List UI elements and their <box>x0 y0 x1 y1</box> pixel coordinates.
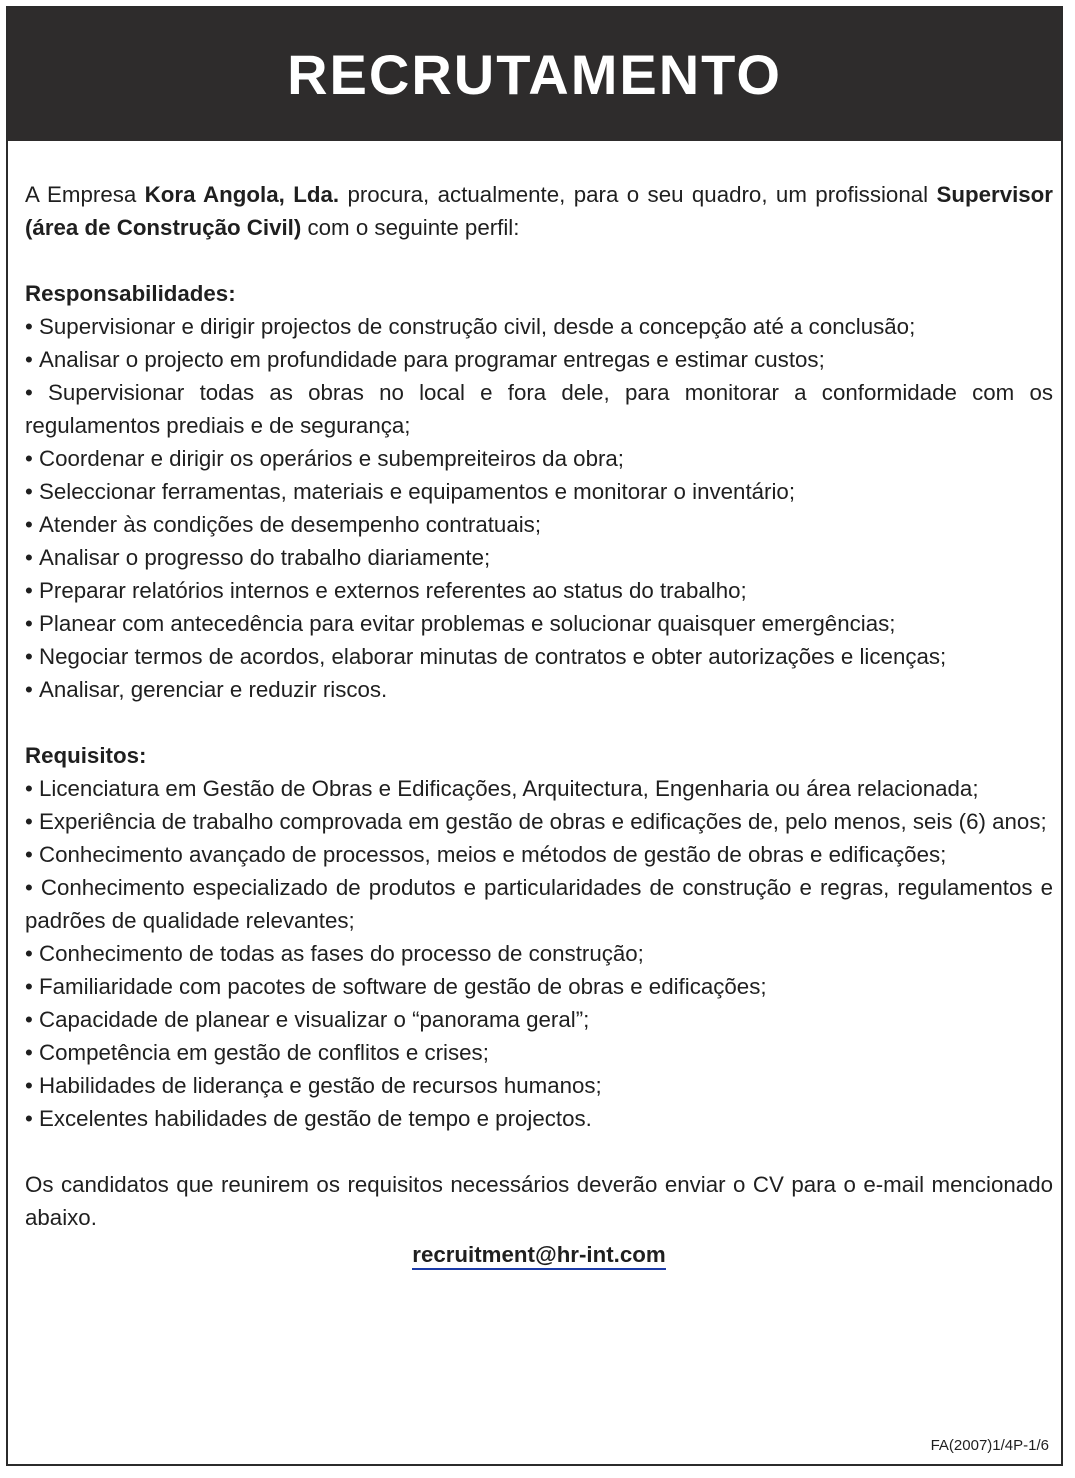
closing-paragraph: Os candidatos que reunirem os requisitos necessários deverão enviar o CV para o e-mail mencionado abaixo. <box>25 1172 1053 1230</box>
contact-email-link[interactable]: recruitment@hr-int.com <box>412 1242 665 1270</box>
header-banner <box>8 8 1061 141</box>
list-item: • Planear com antecedência para evitar problemas e solucionar quaisquer emergências; <box>25 607 1053 640</box>
reference-code: FA(2007)1/4P-1/6 <box>930 1437 1049 1454</box>
list-item: • Seleccionar ferramentas, materiais e equipamentos e monitorar o inventário; <box>25 475 1053 508</box>
list-item: • Conhecimento de todas as fases do processo de construção; <box>25 937 1053 970</box>
list-item: • Competência em gestão de conflitos e crises; <box>25 1036 1053 1069</box>
page-title: RECRUTAMENTO <box>287 43 782 106</box>
position-title: Supervisor (área de Construção Civil) <box>25 182 1053 240</box>
list-item: • Analisar, gerenciar e reduzir riscos. <box>25 673 1053 706</box>
list-item: • Habilidades de liderança e gestão de recursos humanos; <box>25 1069 1053 1102</box>
list-item: • Capacidade de planear e visualizar o “panorama geral”; <box>25 1003 1053 1036</box>
list-item: • Negociar termos de acordos, elaborar minutas de contratos e obter autorizações e licenças; <box>25 640 1053 673</box>
list-item: • Supervisionar todas as obras no local e fora dele, para monitorar a conformidade com os regulamentos prediais e de segurança; <box>25 376 1053 442</box>
list-item: • Preparar relatórios internos e externos referentes ao status do trabalho; <box>25 574 1053 607</box>
list-item: • Conhecimento avançado de processos, meios e métodos de gestão de obras e edificações; <box>25 838 1053 871</box>
list-item: • Conhecimento especializado de produtos e particularidades de construção e regras, regulamentos e padrões de qualidade relevantes; <box>25 871 1053 937</box>
list-item: • Familiaridade com pacotes de software de gestão de obras e edificações; <box>25 970 1053 1003</box>
requirements-heading: Requisitos: <box>25 743 147 768</box>
intro-text-3: com o seguinte perfil: <box>301 215 520 240</box>
list-item: • Supervisionar e dirigir projectos de construção civil, desde a concepção até a conclusão; <box>25 310 1053 343</box>
list-item: • Experiência de trabalho comprovada em gestão de obras e edificações de, pelo menos, seis (6) anos; <box>25 805 1053 838</box>
list-item: • Coordenar e dirigir os operários e subempreiteiros da obra; <box>25 442 1053 475</box>
list-item: • Licenciatura em Gestão de Obras e Edificações, Arquitectura, Engenharia ou área relacionada; <box>25 772 1053 805</box>
company-name: Kora Angola, Lda. <box>144 182 340 207</box>
list-item: • Analisar o projecto em profundidade para programar entregas e estimar custos; <box>25 343 1053 376</box>
email-container <box>25 1238 1053 1271</box>
responsibilities-heading: Responsabilidades: <box>25 281 236 306</box>
intro-text-2: procura, actualmente, para o seu quadro, um profissional <box>339 182 937 207</box>
intro-paragraph <box>25 178 1053 244</box>
list-item: • Analisar o progresso do trabalho diariamente; <box>25 541 1053 574</box>
advertisement-body <box>25 178 1053 1271</box>
responsibilities-list <box>25 310 1053 706</box>
intro-text-1: A Empresa <box>25 182 145 207</box>
list-item: • Atender às condições de desempenho contratuais; <box>25 508 1053 541</box>
requirements-list <box>25 772 1053 1135</box>
list-item: • Excelentes habilidades de gestão de tempo e projectos. <box>25 1102 1053 1135</box>
job-advertisement <box>6 6 1063 1466</box>
